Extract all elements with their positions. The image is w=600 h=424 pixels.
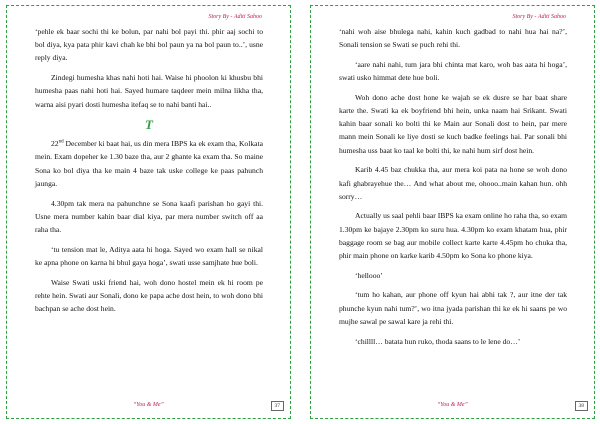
paragraph: Zindegi humesha khas nahi hoti hai. Waise hi phoolon ki khusbu bhi humesha paas nahi hoti hai. Sayed humare taqdeer mein milna likha tha, warna aisi pyari dosti humesha itefaq se to nahi banti hai.. [35,73,263,109]
section-break-mark: T [145,117,153,133]
paragraph: ‘nahi woh aise bhulega nahi, kahin kuch gadbad to nahi hua hai na?’, Sonali tension se Swati se puch rehi thi. [339,27,567,50]
date-day: 22 [51,139,59,149]
paragraph: Waise Swati uski friend hai, woh dono hostel mein ek hi room pe rehte hein. Swati aur Sonali, dono ke papa ache dost hein, to woh dono bhi bachpan se ache dost hein. [35,277,263,313]
paragraph: Actually us saal pehli baar IBPS ka exam online ho raha tha, so exam 1.30pm ke bajaye 2.30pm ko suru hua. 4.30pm ko exam khatam hua, phir baggage room se bag aur mobile collect karte karte 4.45pm ho chuka tha, phir main phone on karke karib 4.50pm ko Sona ko phone kiya. [339,211,567,261]
paragraph: ‘hellooo’ [355,270,383,280]
page-body [35,25,263,322]
left-page [6,5,291,419]
paragraph: Woh dono ache dost hone ke wajah se ek dusre se har baat share karte the. Swati ka ek boyfriend bhi hein, unka naam hai Srikant. Swati kahin baar sonali ko bolti thi ke Main aur Sonali dost to hein, par mere mann mein Sonali ke liye dosti se kuch badke feelings hai. Par sonali bhi humesha uss baat ko taal ke bolti thi, ke nahi hum sirf dost hein. [339,92,567,155]
paragraph: ‘chillll… batata hun ruko, thoda saans to le lene do…’ [355,336,521,346]
right-page [310,5,595,419]
page-body [339,25,567,354]
paragraph: ‘tu tension mat le, Aditya aata hi hoga. Sayed wo exam hall se nikal ke apna phone on karna hi bhul gaya hoga’, swati usse samjhate hue boli. [35,244,263,267]
page-footer: “You & Me” [133,402,164,408]
paragraph: ‘pehle ek baar sochi thi ke bolun, par nahi bol payi thi. phir aaj sochi to bol diya, kya pata phir kavi chah ke bhi bol paun ya na bol paun to..’, usne reply diya. [35,27,263,63]
page-header: Story By - Aditi Sahoo [208,14,262,20]
paragraph: ‘tum ho kahan, aur phone off kyun hai abhi tak ?, aur itne der tak phunche kyun nahi tum?’, wo itna jyada parishan thi ke ek hi saans pe wo mujhe sawal pe sawal kare ja rehi thi. [339,290,567,326]
date-suffix: nd [58,139,64,145]
paragraph: ‘aare nahi nahi, tum jara bhi chinta mat karo, woh bas aata hi hoga’, swati usko himmat dete hue boli. [339,59,567,83]
paragraph: 4.30pm tak mera na pahunchne se Sona kaafi parishan ho gayi thi. Usne mera number kahin baar dial kiya, par mera number switch off aa raha tha. [35,198,263,234]
page-number: 38 [575,401,589,411]
page-header: Story By - Aditi Sahoo [512,14,566,20]
paragraph: Karib 4.45 baz chukka tha, aur mera koi pata na hone se woh dono kafi ghabrayehue thе… And what about me, ohooo..main kahan hun. ohh sorry… [339,165,567,201]
paragraph [35,137,263,190]
page-number: 37 [271,401,285,411]
paragraph-text: December ki baat hai, us din mera IBPS ka ek exam tha, Kolkata mein. Exam dopeher ke 1.30 baze tha, aur 2 ghante ka exam tha. So maine Sona ko bol diya tha ke main 4 baze tak uske college ke paas pahunch jaunga. [35,139,263,188]
page-footer: “You & Me” [437,402,468,408]
